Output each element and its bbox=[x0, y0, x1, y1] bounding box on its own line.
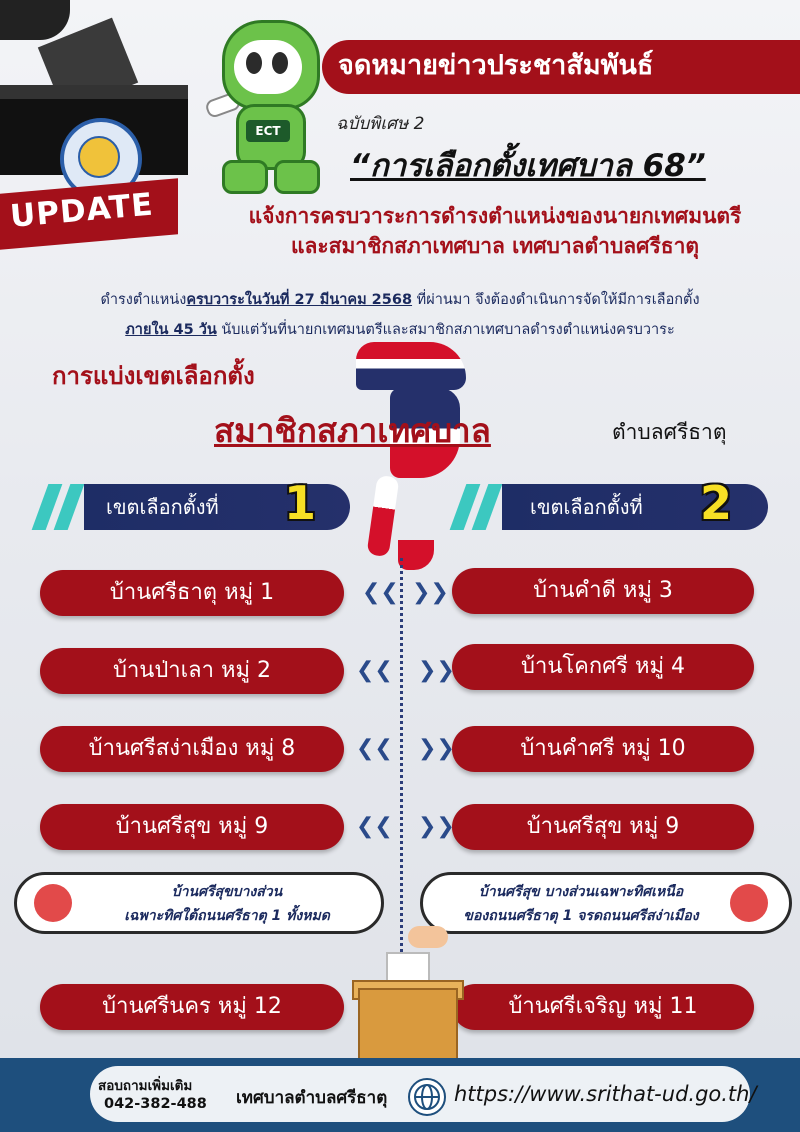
tambon-label: ตำบลศรีธาตุ bbox=[612, 420, 727, 444]
chevron-left-icon: ❮❮ bbox=[356, 736, 393, 761]
chevron-right-icon: ❯❯ bbox=[418, 658, 455, 683]
hand-icon bbox=[408, 926, 448, 948]
village-left-2: บ้านป่าเลา หมู่ 2 bbox=[40, 648, 344, 694]
thailand-map-south bbox=[367, 475, 400, 557]
village-left-3: บ้านศรีสง่าเมือง หมู่ 8 bbox=[40, 726, 344, 772]
notice-line-1: แจ้งการครบวาระการดำรงตำแหน่งของนายกเทศมนตรี bbox=[248, 204, 742, 228]
mascot-ect-label: ECT bbox=[246, 120, 290, 142]
thailand-map-north bbox=[356, 342, 466, 390]
red-dot-icon bbox=[730, 884, 768, 922]
mascot-eye-right bbox=[272, 52, 288, 74]
chevron-left-icon: ❮❮ bbox=[362, 580, 399, 605]
zone-2-number: 2 bbox=[700, 476, 733, 530]
village-right-1: บ้านคำดี หมู่ 3 bbox=[452, 568, 754, 614]
mascot-leg-right bbox=[274, 160, 320, 194]
village-right-2: บ้านโคกศรี หมู่ 4 bbox=[452, 644, 754, 690]
issue-label: ฉบับพิเศษ 2 bbox=[336, 114, 425, 134]
contact-phone[interactable]: 042-382-488 bbox=[104, 1096, 207, 1112]
municipality-name: เทศบาลตำบลศรีธาตุ bbox=[236, 1088, 388, 1108]
seal-emblem bbox=[78, 136, 120, 178]
chevron-right-icon: ❯❯ bbox=[418, 814, 455, 839]
zone-2-label: เขตเลือกตั้งที่ bbox=[530, 495, 643, 519]
note-left-line-2: เฉพาะทิศใต้ถนนศรีธาตุ 1 ทั้งหมด bbox=[124, 908, 330, 924]
ballot-slot bbox=[0, 85, 188, 99]
website-link[interactable]: https://www.srithat-ud.go.th/ bbox=[454, 1082, 757, 1106]
page-title: จดหมายข่าวประชาสัมพันธ์ bbox=[338, 50, 654, 81]
update-label: UPDATE bbox=[8, 186, 155, 235]
village-right-5: บ้านศรีเจริญ หมู่ 11 bbox=[452, 984, 754, 1030]
village-right-3: บ้านคำศรี หมู่ 10 bbox=[452, 726, 754, 772]
chevron-left-icon: ❮❮ bbox=[356, 814, 393, 839]
note-right-line-1: บ้านศรีสุข บางส่วนเฉพาะทิศเหนือ bbox=[478, 884, 684, 900]
thailand-map-tip bbox=[398, 540, 434, 570]
zone-1-label: เขตเลือกตั้งที่ bbox=[106, 495, 219, 519]
zone-1-number: 1 bbox=[284, 476, 317, 530]
village-right-4: บ้านศรีสุข หมู่ 9 bbox=[452, 804, 754, 850]
mascot-face bbox=[234, 40, 302, 94]
contact-label: สอบถามเพิ่มเติม bbox=[98, 1078, 193, 1094]
council-heading: สมาชิกสภาเทศบาล bbox=[214, 411, 491, 450]
village-left-1: บ้านศรีธาตุ หมู่ 1 bbox=[40, 570, 344, 616]
red-dot-icon bbox=[34, 884, 72, 922]
chevron-right-icon: ❯❯ bbox=[412, 580, 449, 605]
chevron-left-icon: ❮❮ bbox=[356, 658, 393, 683]
notice-line-2: และสมาชิกสภาเทศบาล เทศบาลตำบลศรีธาตุ bbox=[290, 234, 700, 258]
note-left-line-1: บ้านศรีสุขบางส่วน bbox=[171, 884, 283, 900]
ballot-box-icon bbox=[358, 988, 458, 1066]
paragraph-line-2: ภายใน 45 วัน นับแต่วันที่นายกเทศมนตรีและสมาชิกสภาเทศบาลดำรงตำแหน่งครบวาระ bbox=[125, 322, 675, 338]
chevron-right-icon: ❯❯ bbox=[418, 736, 455, 761]
division-heading: การแบ่งเขตเลือกตั้ง bbox=[52, 362, 255, 390]
village-left-5: บ้านศรีนคร หมู่ 12 bbox=[40, 984, 344, 1030]
headline: “การเลือกตั้งเทศบาล 68” bbox=[350, 148, 706, 184]
hand-graphic bbox=[0, 0, 70, 40]
note-right-line-2: ของถนนศรีธาตุ 1 จรดถนนศรีสง่าเมือง bbox=[463, 908, 699, 924]
village-left-4: บ้านศรีสุข หมู่ 9 bbox=[40, 804, 344, 850]
divider-dotted-line bbox=[400, 558, 403, 958]
mascot-leg-left bbox=[222, 160, 268, 194]
mascot-eye-left bbox=[246, 52, 262, 74]
paragraph-line-1: ดำรงตำแหน่งครบวาระในวันที่ 27 มีนาคม 2568 ที่ผ่านมา จึงต้องดำเนินการจัดให้มีการเลือกตั้ง bbox=[100, 292, 700, 308]
globe-icon bbox=[408, 1078, 446, 1116]
